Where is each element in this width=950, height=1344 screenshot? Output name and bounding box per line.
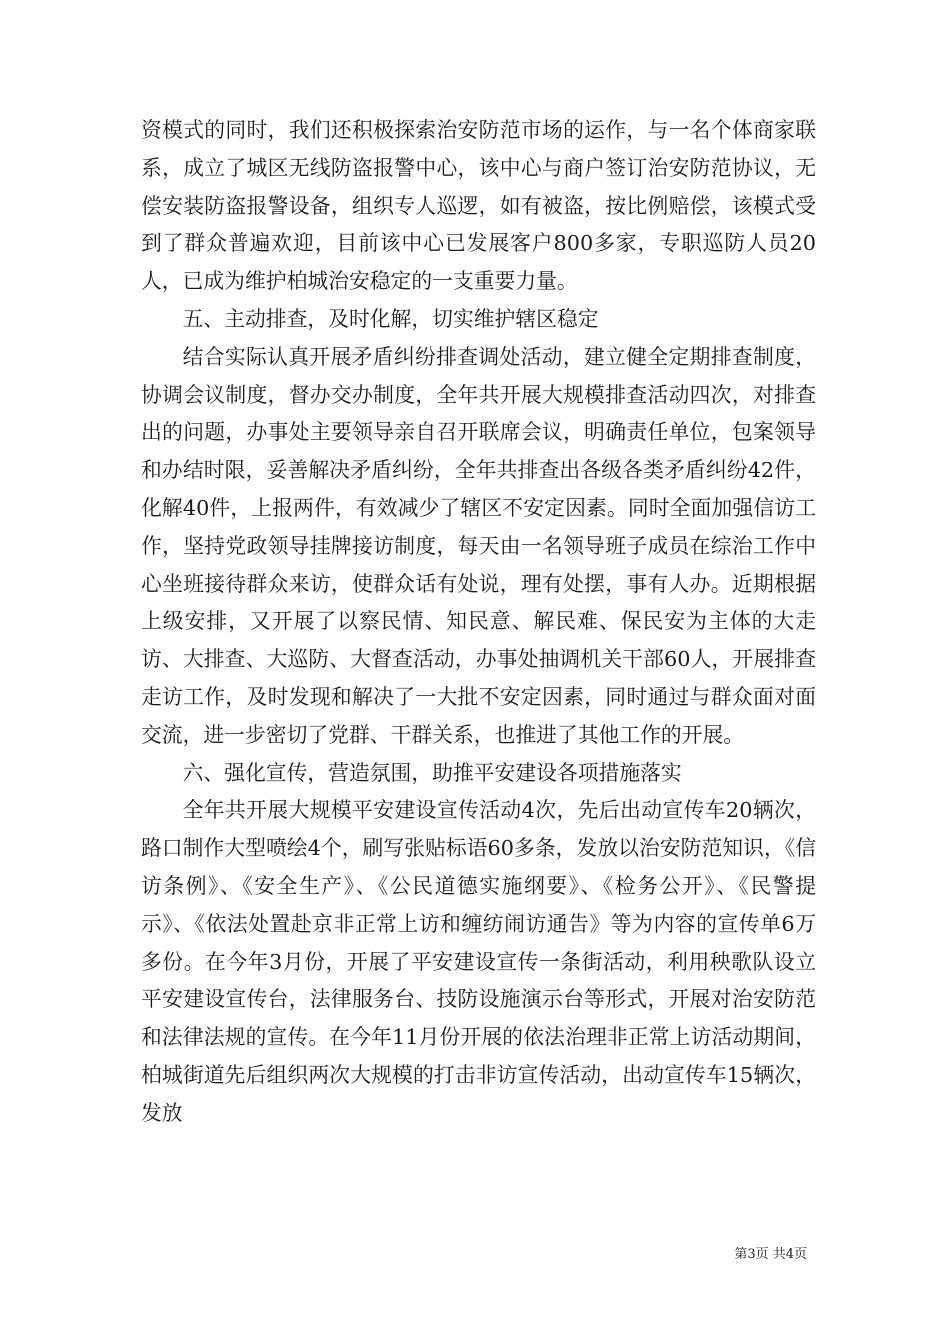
paragraph-2: 结合实际认真开展矛盾纠纷排查调处活动，建立健全定期排查制度，协调会议制度，督办交办制度，全年共开展大规模排查活动四次，对排查出的问题，办事处主要领导亲自召开联席会议，明确责任单位，包案领导和办结时限，妥善解决矛盾纠纷，全年共排查出各级各类矛盾纠纷42件，化解40件，上报两件，有效减少了辖区不安定因素。同时全面加强信访工作，坚持党政领导挂牌接访制度，每天由一名领导班子成员在综治工作中心坐班接待群众来访，使群众话有处说，理有处摆，事有人办。近期根据上级安排，又开展了以察民情、知民意、解民难、保民安为主体的大走访、大排查、大巡防、大督查活动，办事处抽调机关干部60人，开展排查走访工作，及时发现和解决了一大批不安定因素，同时通过与群众面对面交流，进一步密切了党群、干群关系，也推进了其他工作的开展。 bbox=[141, 344, 816, 747]
paragraph-1: 资模式的同时，我们还积极探索治安防范市场的运作，与一名个体商家联系，成立了城区无线防盗报警中心，该中心与商户签订治安防范协议，无偿安装防盗报警设备，组织专人巡逻，如有被盗，按比例赔偿，该模式受到了群众普遍欢迎，目前该中心已发展客户800多家，专职巡防人员20人，已成为维护柏城治安稳定的一支重要力量。 bbox=[141, 118, 816, 294]
page-number: 第3页 共4页 bbox=[734, 1247, 807, 1262]
document-body bbox=[141, 112, 816, 1133]
section-heading-5: 五、主动排查，及时化解，切实维护辖区稳定 bbox=[182, 306, 599, 331]
section-heading-6: 六、强化宣传，营造氛围，助推平安建设各项措施落实 bbox=[182, 760, 682, 785]
paragraph-3: 全年共开展大规模平安建设宣传活动4次，先后出动宣传车20辆次，路口制作大型喷绘4个，刷写张贴标语60多条，发放以治安防范知识，《信访条例》、《安全生产》、《公民道德实施纲要》、《检务公开》、《民警提示》、《依法处置赴京非正常上访和缠纺闹访通告》等为内容的宣传单6万多份。在今年3月份，开展了平安建设宣传一条街活动，利用秧歌队设立平安建设宣传台，法律服务台、技防设施演示台等形式，开展对治安防范和法律法规的宣传。在今年11月份开展的依法治理非正常上访活动期间，柏城街道先后组织两次大规模的打击非访宣传活动，出动宣传车15辆次，发放 bbox=[141, 798, 816, 1125]
